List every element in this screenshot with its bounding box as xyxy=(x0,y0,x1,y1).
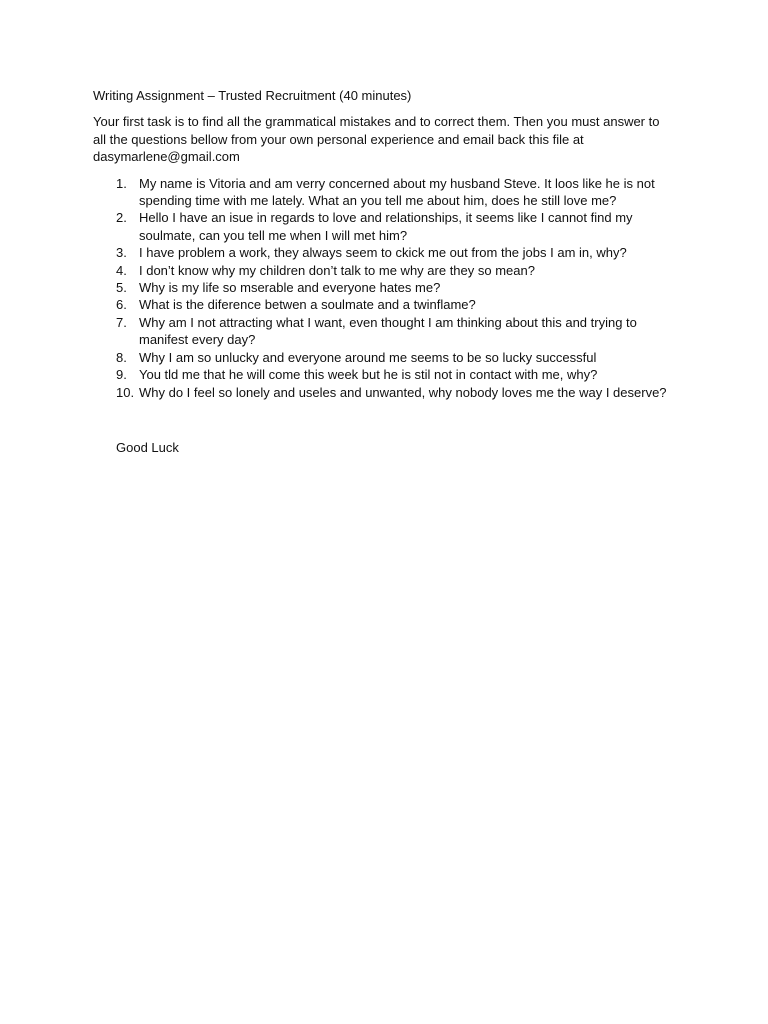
question-text: Why do I feel so lonely and useles and unwanted, why nobody loves me the way I deserve? xyxy=(139,384,667,400)
question-number: 8. xyxy=(116,349,127,365)
question-item-8 xyxy=(93,349,673,366)
question-text: I don’t know why my children don’t talk to me why are they so mean? xyxy=(139,262,535,278)
question-item-10 xyxy=(93,384,673,401)
question-text: Why am I not attracting what I want, even thought I am thinking about this and trying to manifest every day? xyxy=(139,314,637,348)
question-number: 6. xyxy=(116,297,127,313)
question-text: Why I am so unlucky and everyone around me seems to be so lucky successful xyxy=(139,349,597,365)
document-title: Writing Assignment – Trusted Recruitment (40 minutes) xyxy=(93,88,412,103)
question-text: You tld me that he will come this week but he is stil not in contact with me, why? xyxy=(139,367,598,383)
question-number: 4. xyxy=(116,262,127,278)
question-text: Why is my life so mserable and everyone hates me? xyxy=(139,280,441,296)
question-text: I have problem a work, they always seem to ckick me out from the jobs I am in, why? xyxy=(139,245,627,261)
closing-message: Good Luck xyxy=(116,439,179,455)
question-item-1 xyxy=(93,175,673,210)
question-number: 3. xyxy=(116,245,127,261)
question-number: 1. xyxy=(116,175,127,191)
question-text: Hello I have an isue in regards to love and relationships, it seems like I cannot find my soulmate, can you tell me when I will met him? xyxy=(139,210,633,243)
question-text: My name is Vitoria and am verry concerned about my husband Steve. It loos like he is not spending time with me lately. What an you tell me about him, does he still love me? xyxy=(139,175,655,209)
question-item-6 xyxy=(93,296,673,313)
question-number: 10. xyxy=(116,384,135,400)
question-number: 5. xyxy=(116,280,127,296)
question-item-4 xyxy=(93,262,673,279)
document-content xyxy=(93,87,673,456)
question-item-5 xyxy=(93,279,673,296)
question-list xyxy=(93,175,673,401)
question-text: What is the diference betwen a soulmate and a twinflame? xyxy=(139,297,476,313)
question-number: 7. xyxy=(116,314,127,330)
question-item-7 xyxy=(93,314,673,349)
question-number: 2. xyxy=(116,210,127,226)
assignment-instructions: Your first task is to find all the grammatical mistakes and to correct them. Then you must answer to all the questions bellow from your own personal experience and email back this file at dasymarlene@gmail.com xyxy=(93,114,660,165)
question-item-2 xyxy=(93,209,673,244)
question-item-9 xyxy=(93,366,673,383)
question-number: 9. xyxy=(116,367,127,383)
question-item-3 xyxy=(93,244,673,261)
